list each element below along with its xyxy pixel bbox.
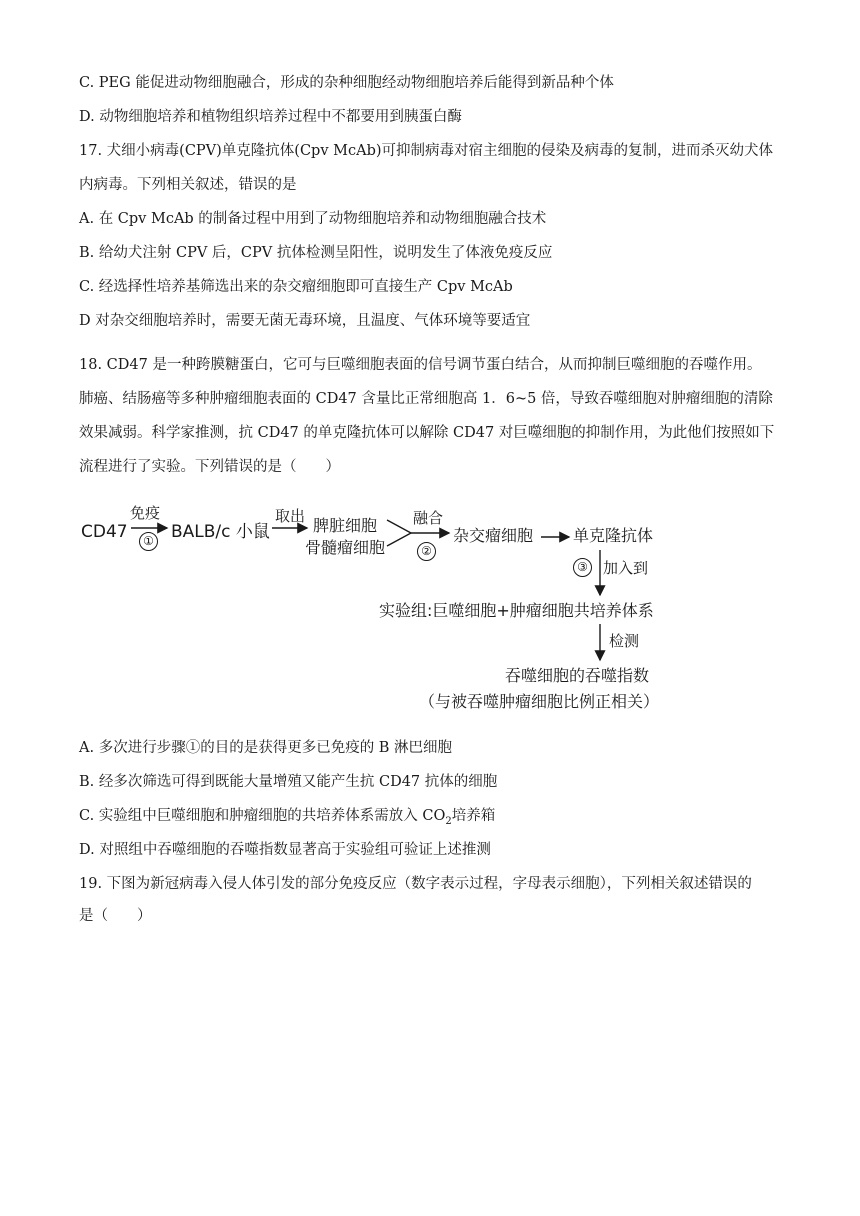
diagram-step-3: ③	[573, 558, 592, 577]
diagram-spleen-cells: 脾脏细胞	[313, 516, 378, 535]
diagram-index-note: （与被吞噬肿瘤细胞比例正相关）	[419, 692, 660, 711]
question-18-stem-1: 18. CD47 是一种跨膜糖蛋白，它可与巨噬细胞表面的信号调节蛋白结合，从而抑制巨噬细胞的吞噬作用。	[79, 357, 762, 373]
diagram-mouse: BALB/c 小鼠	[171, 522, 270, 542]
diagram-monoclonal-antibody: 单克隆抗体	[573, 526, 654, 545]
diagram-add-to: 加入到	[603, 559, 649, 577]
arrow-fuse	[387, 520, 411, 546]
diagram-step-1: ①	[139, 532, 158, 551]
option-18c	[79, 806, 495, 832]
diagram-cd47: CD47	[81, 522, 128, 542]
option-18a: A. 多次进行步骤①的目的是获得更多已免疫的 B 淋巴细胞	[79, 740, 453, 756]
diagram-experiment-group: 实验组:巨噬细胞+肿瘤细胞共培养体系	[379, 601, 654, 620]
option-18b: B. 经多次筛选可得到既能大量增殖又能产生抗 CD47 抗体的细胞	[79, 774, 498, 790]
question-18-stem-3: 效果减弱。科学家推测，抗 CD47 的单克隆抗体可以解除 CD47 对巨噬细胞的抑制作用，为此他们按照如下	[79, 425, 775, 441]
option-17c: C. 经选择性培养基筛选出来的杂交瘤细胞即可直接生产 Cpv McAb	[79, 279, 513, 295]
option-16c: C. PEG 能促进动物细胞融合，形成的杂种细胞经动物细胞培养后能得到新品种个体	[79, 75, 614, 91]
co2-subscript: 2	[445, 815, 452, 827]
option-18c-text: C. 实验组中巨噬细胞和肿瘤细胞的共培养体系需放入 CO	[79, 808, 446, 824]
question-18-stem-2: 肺癌、结肠癌等多种肿瘤细胞表面的 CD47 含量比正常细胞高 1．6~5 倍，导致吞噬细胞对肿瘤细胞的清除	[79, 391, 773, 407]
option-17b: B. 给幼犬注射 CPV 后，CPV 抗体检测呈阳性，说明发生了体液免疫反应	[79, 245, 553, 261]
option-18c-tail: 培养箱	[451, 808, 496, 824]
antibody-flow-diagram	[79, 494, 779, 724]
diagram-step-2: ②	[417, 542, 436, 561]
diagram-detect: 检测	[609, 632, 640, 650]
option-17d: D 对杂交细胞培养时，需要无菌无毒环境，且温度、气体环境等要适宜	[79, 313, 531, 329]
diagram-immunize: 免疫	[130, 504, 161, 522]
option-18d: D. 对照组中吞噬细胞的吞噬指数显著高于实验组可验证上述推测	[79, 842, 491, 858]
option-16d: D. 动物细胞培养和植物组织培养过程中不都要用到胰蛋白酶	[79, 109, 462, 125]
question-17-stem-2: 内病毒。下列相关叙述，错误的是	[79, 177, 297, 193]
diagram-take-out: 取出	[275, 507, 306, 525]
question-17-stem-1: 17. 犬细小病毒(CPV)单克隆抗体(Cpv McAb)可抑制病毒对宿主细胞的侵染及病毒的复制，进而杀灭幼犬体	[79, 143, 774, 159]
question-19-stem-1: 19. 下图为新冠病毒入侵人体引发的部分免疫反应（数字表示过程，字母表示细胞），下列相关叙述错误的	[79, 876, 752, 892]
diagram-hybridoma: 杂交瘤细胞	[453, 526, 534, 545]
question-18-stem-4: 流程进行了实验。下列错误的是（ ）	[79, 459, 340, 475]
diagram-myeloma-cells: 骨髓瘤细胞	[305, 538, 386, 557]
question-19-stem-2: 是（ ）	[79, 908, 152, 924]
diagram-fuse: 融合	[413, 509, 444, 527]
diagram-phagocytic-index: 吞噬细胞的吞噬指数	[505, 666, 650, 685]
option-17a: A. 在 Cpv McAb 的制备过程中用到了动物细胞培养和动物细胞融合技术	[79, 211, 547, 227]
